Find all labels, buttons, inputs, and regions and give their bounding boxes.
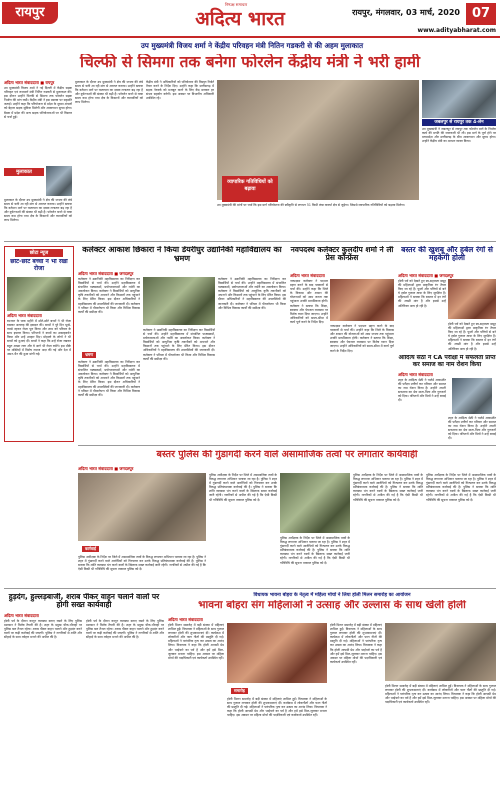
left-column-tag: छोटा न्यूज — [15, 249, 63, 257]
holi-police-byline: अदित्य भारत संवाददाता — [4, 613, 39, 618]
city-right: रायपुर, — [352, 8, 373, 17]
leader-portrait-photo — [46, 166, 72, 196]
women-col2: होली मिलन समारोह में बड़ी संख्या में महिलाएं शामिल हुईं। विधायक ने महिलाओं के साथ गुलाल लगाकर होली की शुभकामनाएं दीं। कार्यक्रम में लोकगीतों और फाग गीतों की प्रस्तुति दी गई। महिलाओं ने पारंपरिक नृत्य कर उत्सव का आनंद लिया। विधायक ने कहा कि होली आपसी प्रेम और भाईचारे का पर्व है और हमें इसे मिल-जुलकर मनाना चाहिए। इस अवसर पर महिला मोर्चा की पदाधिकारी एवं कार्यकर्ता उपस्थित रहीं। — [227, 697, 327, 718]
women-kicker: विधायक भावना बोहरा के नेतृत्व में महिला मोर्चा ने लिया होली मिलन समारोह का आयोजन — [253, 593, 411, 598]
page-number: 07 — [466, 3, 496, 25]
ca-byline: अदित्य भारत संवाददाता — [398, 372, 433, 377]
police-col3: पुलिस अधीक्षक के निर्देश पर जिले में असामाजिक तत्वों के विरुद्ध लगातार अभियान चलाया जा रहा है। पुलिस ने शहर में गुंडागर्दी करने वाले आरोपियों को गिरफ्तार कर उनके विरुद्ध प्रतिबंधात्मक कार्रवाई की है। पुलिस ने बताया कि शांति व्यवस्था भंग करने वालों के खिलाफ सख्त कार्रवाई जारी रहेगी। नागरिकों से अपील की गई है कि ऐसी किसी भी गतिविधि की सूचना तत्काल पुलिस को दें। — [353, 473, 423, 502]
police-photo — [78, 473, 206, 541]
police-col1: पुलिस अधीक्षक के निर्देश पर जिले में असामाजिक तत्वों के विरुद्ध लगातार अभियान चलाया जा रहा है। पुलिस ने शहर में गुंडागर्दी करने वाले आरोपियों को गिरफ्तार कर उनके विरुद्ध प्रतिबंधात्मक कार्रवाई की है। पुलिस ने बताया कि शांति व्यवस्था भंग करने वालों के खिलाफ सख्त कार्रवाई जारी रहेगी। नागरिकों से अपील की गई है कि ऐसी किसी भी गतिविधि की सूचना तत्काल पुलिस को दें। — [209, 473, 277, 502]
vc-photo — [330, 279, 394, 321]
ca-headline: आदित्य सेठी ने CA परीक्षा में सफलता प्राप्त कर समाज का नाम रोशन किया — [398, 355, 496, 368]
police-photo-2 — [280, 473, 350, 533]
holi-police-headline: हुड़दंग, हुल्लड़बाजी, शराब पीकर वाहन चलाने वालों पर होगी सख्त कार्यवाही — [8, 593, 160, 610]
holi-police-col1: होली पर्व के दौरान कानून व्यवस्था बनाए रखने के लिए पुलिस प्रशासन ने विशेष तैयारी की है। शहर के प्रमुख चौक-चौराहों पर पुलिस बल तैनात रहेगा। शराब पीकर वाहन चलाने और हुड़दंग करने वालों पर कड़ी कार्रवाई की जाएगी। पुलिस ने नागरिकों से शांति और सौहार्द के साथ त्योहार मनाने की अपील की है। — [4, 619, 82, 640]
collector-col3: कलेक्टर ने उद्यानिकी महाविद्यालय का निरीक्षण कर विद्यार्थियों से चर्चा की। उन्होंने महाविद्यालय में संचालित पाठ्यक्रमों, प्रयोगशालाओं और नर्सरी का अवलोकन किया। कलेक्टर ने विद्यार्थियों को आधुनिक कृषि तकनीकों को अपनाने और किसानों तक पहुंचाने के लिए प्रेरित किया। इस दौरान अधिकारियों ने महाविद्यालय की उपलब्धियों की जानकारी दी। कलेक्टर ने परिसर में पौधारोपण भी किया और विभिन्न विकास कार्यों की समीक्षा की। — [218, 277, 286, 310]
women-headline: भावना बोहरा संग महिलाओं ने उत्साह और उल्लास के साथ खेली होली — [198, 600, 466, 611]
lead-photo-note: उप मुख्यमंत्री की मांगों पर चर्चा कि इस मार्ग परियोजना की स्वीकृति से लगभग 51 किमी लंबा कवर्धा क्षेत्र से जुड़ेगा। जिससे व्यापारिक गतिविधियों को बढ़ावा मिलेगा। — [217, 203, 406, 207]
ca-col2: शहर के आदित्य सेठी ने चार्टर्ड अकाउंटेंट की परीक्षा उत्तीर्ण कर परिवार और समाज का नाम रोशन किया है। उन्होंने अपनी सफलता का श्रेय माता-पिता और गुरुजनों को दिया। परिजनों और मित्रों ने उन्हें बधाई दी। — [448, 416, 496, 441]
newspaper-logo: अदित्य भारत — [195, 8, 285, 30]
masthead — [0, 0, 500, 38]
collector-col1b: कलेक्टर ने उद्यानिकी महाविद्यालय का निरीक्षण कर विद्यार्थियों से चर्चा की। उन्होंने महाविद्यालय में संचालित पाठ्यक्रमों, प्रयोगशालाओं और नर्सरी का अवलोकन किया। कलेक्टर ने विद्यार्थियों को आधुनिक कृषि तकनीकों को अपनाने और किसानों तक पहुंचाने के लिए प्रेरित किया। इस दौरान अधिकारियों ने महाविद्यालय की उपलब्धियों की जानकारी दी। कलेक्टर ने परिसर में पौधारोपण भी किया और विभिन्न विकास कार्यों की समीक्षा की। — [78, 360, 140, 397]
lead-col1b: मुलाकात के दौरान उप मुख्यमंत्री ने क्षेत्र की जनता की लंबे समय से चली आ रही मांग से अवगत कराया। उन्होंने बताया कि वर्तमान मार्ग पर यातायात का दबाव लगातार बढ़ रहा है और दुर्घटनाओं की संख्या भी बढ़ी है। फोरलेन बनने से यात्रा समय कम होगा तथा क्षेत्र के किसानों और व्यापारियों को लाभ मिलेगा। — [4, 198, 72, 223]
collector-col2: कलेक्टर ने उद्यानिकी महाविद्यालय का निरीक्षण कर विद्यार्थियों से चर्चा की। उन्होंने महाविद्यालय में संचालित पाठ्यक्रमों, प्रयोगशालाओं और नर्सरी का अवलोकन किया। कलेक्टर ने विद्यार्थियों को आधुनिक कृषि तकनीकों को अपनाने और किसानों तक पहुंचाने के लिए प्रेरित किया। इस दौरान अधिकारियों ने महाविद्यालय की उपलब्धियों की जानकारी दी। कलेक्टर ने परिसर में पौधारोपण भी किया और विभिन्न विकास कार्यों की समीक्षा की। — [143, 328, 215, 361]
herbal-headline: बस्तर की खुशबू और हर्बल रंगों से महकेगी होली — [401, 246, 493, 263]
lead-headline: चिल्फी से सिमगा तक बनेगा फोरलेन केंद्रीय मंत्री ने भरी हामी — [79, 54, 421, 71]
police-col4: पुलिस अधीक्षक के निर्देश पर जिले में असामाजिक तत्वों के विरुद्ध लगातार अभियान चलाया जा रहा है। पुलिस ने शहर में गुंडागर्दी करने वाले आरोपियों को गिरफ्तार कर उनके विरुद्ध प्रतिबंधात्मक कार्रवाई की है। पुलिस ने बताया कि शांति व्यवस्था भंग करने वालों के खिलाफ सख्त कार्रवाई जारी रहेगी। नागरिकों से अपील की गई है कि ऐसी किसी भी गतिविधि की सूचना तत्काल पुलिस को दें। — [426, 473, 496, 502]
lead-photo-caption: व्यापारिक गतिविधियों को बढ़ावा — [222, 176, 278, 202]
city-left: रायपुर — [2, 2, 58, 24]
women-byline: अदित्य भारत संवाददाता — [168, 617, 203, 622]
police-col0: पुलिस अधीक्षक के निर्देश पर जिले में असामाजिक तत्वों के विरुद्ध लगातार अभियान चलाया जा रहा है। पुलिस ने शहर में गुंडागर्दी करने वाले आरोपियों को गिरफ्तार कर उनके विरुद्ध प्रतिबंधात्मक कार्रवाई की है। पुलिस ने बताया कि शांति व्यवस्था भंग करने वालों के खिलाफ सख्त कार्रवाई जारी रहेगी। नागरिकों से अपील की गई है कि ऐसी किसी भी गतिविधि की सूचना तत्काल पुलिस को दें। — [78, 555, 206, 572]
lead-byline: अदित्य भारत संवाददाता ■ रायपुर — [4, 80, 55, 85]
women-photo — [227, 623, 327, 683]
women-col1: होली मिलन समारोह में बड़ी संख्या में महिलाएं शामिल हुईं। विधायक ने महिलाओं के साथ गुलाल लगाकर होली की शुभकामनाएं दीं। कार्यक्रम में लोकगीतों और फाग गीतों की प्रस्तुति दी गई। महिलाओं ने पारंपरिक नृत्य कर उत्सव का आनंद लिया। विधायक ने कहा कि होली आपसी प्रेम और भाईचारे का पर्व है और हमें इसे मिल-जुलकर मनाना चाहिए। इस अवसर पर महिला मोर्चा की पदाधिकारी एवं कार्यकर्ता उपस्थित रहीं। — [168, 623, 224, 660]
left-column-photo — [7, 277, 71, 311]
collector-label: भ्रमण — [82, 352, 96, 358]
lead-col2: मुलाकात के दौरान उप मुख्यमंत्री ने क्षेत्र की जनता की लंबे समय से चली आ रही मांग से अवगत कराया। उन्होंने बताया कि वर्तमान मार्ग पर यातायात का दबाव लगातार बढ़ रहा है और दुर्घटनाओं की संख्या भी बढ़ी है। फोरलेन बनने से यात्रा समय कम होगा तथा क्षेत्र के किसानों और व्यापारियों को लाभ मिलेगा। — [75, 80, 143, 105]
police-byline: अदित्य भारत संवाददाता ■ जगदलपुर — [78, 466, 134, 471]
divider-bottom — [4, 588, 496, 589]
lead-col4: उप मुख्यमंत्री ने जबलपुर से रायपुर तक फोरलेन मार्ग के निर्माण कार्य की प्रगति की जानकारी भी ली। इस मार्ग के पूर्ण होने पर मध्यप्रदेश और छत्तीसगढ़ के बीच आवागमन और सुगम होगा। उन्होंने केंद्रीय मंत्री का आभार व्यक्त किया। — [422, 127, 496, 144]
lead-side-box-title: जबलपुर से रायपुर तक 4-लेन — [422, 119, 496, 126]
vc-headline: नवपदस्थ कलेक्टर कुलदीप शर्मा ने ली प्रेस कॉन्फ्रेंस — [290, 246, 394, 263]
women-label: समारोह — [231, 688, 248, 694]
holi-police-col2: होली पर्व के दौरान कानून व्यवस्था बनाए रखने के लिए पुलिस प्रशासन ने विशेष तैयारी की है। शहर के प्रमुख चौक-चौराहों पर पुलिस बल तैनात रहेगा। शराब पीकर वाहन चलाने और हुड़दंग करने वालों पर कड़ी कार्रवाई की जाएगी। पुलिस ने नागरिकों से शांति और सौहार्द के साथ त्योहार मनाने की अपील की है। — [86, 619, 164, 640]
lead-subhead: मुलाकात — [4, 168, 44, 176]
vc-byline: अदित्य भारत संवाददाता — [290, 273, 325, 278]
herbal-col2: होली पर्व को देखते हुए स्व-सहायता समूह की महिलाओं द्वारा प्राकृतिक रंग तैयार किए जा रहे हैं। फूलों और पत्तियों से बने ये हर्बल गुलाल त्वचा के लिए सुरक्षित हैं। महिलाओं ने बताया कि बाजार में इन रंगों की अच्छी मांग है और इससे उन्हें अतिरिक्त आय हो रही है। — [448, 322, 496, 351]
vc-col1: नवपदस्थ कलेक्टर ने पदभार ग्रहण करने के बाद पत्रकारों से चर्चा की। उन्होंने कहा कि जिले के विकास और शासन की योजनाओं को आम जनता तक पहुंचाना उनकी प्राथमिकता होगी। कलेक्टर ने बताया कि शिक्षा, स्वास्थ्य और पेयजल व्यवस्था पर विशेष ध्यान दिया जाएगा। उन्होंने अधिकारियों को समय-सीमा में कार्य पूर्ण करने के निर्देश दिए। — [290, 279, 328, 324]
herbal-col1: होली पर्व को देखते हुए स्व-सहायता समूह की महिलाओं द्वारा प्राकृतिक रंग तैयार किए जा रहे हैं। फूलों और पत्तियों से बने ये हर्बल गुलाल त्वचा के लिए सुरक्षित हैं। महिलाओं ने बताया कि बाजार में इन रंगों की अच्छी मांग है और इससे उन्हें अतिरिक्त आय हो रही है। — [398, 279, 446, 308]
herbal-photo — [448, 279, 496, 319]
collector-photo — [143, 277, 215, 325]
lead-col3: केंद्रीय मंत्री ने अधिकारियों को परियोजना की विस्तृत रिपोर्ट तैयार करने के निर्देश दिए। उन्होंने कहा कि छत्तीसगढ़ में सड़क नेटवर्क को मजबूत करने के लिए केंद्र सरकार हर संभव सहयोग करेगी। इस अवसर पर विभागीय अधिकारी उपस्थित रहे। — [146, 80, 214, 101]
lead-col1: उप मुख्यमंत्री विजय शर्मा ने नई दिल्ली में केंद्रीय सड़क परिवहन एवं राजमार्ग मंत्री नितिन गडकरी से मुलाकात की। इस दौरान उन्होंने चिल्फी से सिमगा तक फोरलेन सड़क निर्माण की मांग रखी। केंद्रीय मंत्री ने इस प्रस्ताव पर सहमति जताई। उन्होंने कहा कि परियोजना से प्रदेश के दूरस्थ अंचलों को बेहतर सड़क सुविधा मिलेगी और आवागमन सुगम होगा। बैठक में प्रदेश की अन्य सड़क परियोजनाओं पर भी विस्तार से चर्चा हुई। — [4, 86, 72, 119]
left-column-body: रमजान के पाक महीने में छोटे-छोटे बच्चों ने भी रोजा रखकर अल्लाह की इबादत की। बच्चों ने पूरे दिन भूखे-प्यासे रहकर रोजा पूरा किया और शाम को परिवार के साथ इफ्तार किया। परिजनों ने बच्चों का उत्साहवर्धन किया और उन्हें उपहार दिए। मोहल्ले के लोगों ने भी बच्चों को दुआएं दीं। बच्चों ने कहा कि उन्हें रोजा रखकर बहुत अच्छा लगा और वे आगे भी रोजा रखेंगे। इस मौके पर मस्जिदों में विशेष नमाज अदा की गई और देश में अमन-चैन की दुआ मांगी गई। — [7, 319, 71, 356]
vc-col2: नवपदस्थ कलेक्टर ने पदभार ग्रहण करने के बाद पत्रकारों से चर्चा की। उन्होंने कहा कि जिले के विकास और शासन की योजनाओं को आम जनता तक पहुंचाना उनकी प्राथमिकता होगी। कलेक्टर ने बताया कि शिक्षा, स्वास्थ्य और पेयजल व्यवस्था पर विशेष ध्यान दिया जाएगा। उन्होंने अधिकारियों को समय-सीमा में कार्य पूर्ण करने के निर्देश दिए। — [330, 324, 394, 353]
police-label: कार्रवाई — [82, 546, 99, 552]
divider-lead — [4, 241, 496, 242]
herbal-byline: अदित्य भारत संवाददाता ■ जगदलपुर — [398, 273, 454, 278]
women-col3: होली मिलन समारोह में बड़ी संख्या में महिलाएं शामिल हुईं। विधायक ने महिलाओं के साथ गुलाल लगाकर होली की शुभकामनाएं दीं। कार्यक्रम में लोकगीतों और फाग गीतों की प्रस्तुति दी गई। महिलाओं ने पारंपरिक नृत्य कर उत्सव का आनंद लिया। विधायक ने कहा कि होली आपसी प्रेम और भाईचारे का पर्व है और हमें इसे मिल-जुलकर मनाना चाहिए। इस अवसर पर महिला मोर्चा की पदाधिकारी एवं कार्यकर्ता उपस्थित रहीं। — [330, 623, 382, 664]
police-col2: पुलिस अधीक्षक के निर्देश पर जिले में असामाजिक तत्वों के विरुद्ध लगातार अभियान चलाया जा रहा है। पुलिस ने शहर में गुंडागर्दी करने वाले आरोपियों को गिरफ्तार कर उनके विरुद्ध प्रतिबंधात्मक कार्रवाई की है। पुलिस ने बताया कि शांति व्यवस्था भंग करने वालों के खिलाफ सख्त कार्रवाई जारी रहेगी। नागरिकों से अपील की गई है कि ऐसी किसी भी गतिविधि की सूचना तत्काल पुलिस को दें। — [280, 536, 350, 565]
women-photo-2 — [385, 623, 496, 681]
left-column-box — [4, 246, 74, 442]
minister-photo — [422, 80, 496, 118]
collector-headline: कलेक्टर आकाश छिकारा ने किया डेयरीघुर उद्यानिकी महाविद्यालय का भ्रमण — [82, 246, 282, 263]
issue-date: मंगलवार, 03 मार्च, 2020 — [375, 8, 460, 17]
ca-portrait-photo — [452, 378, 492, 414]
lead-kicker: उप मुख्यमंत्री विजय शर्मा ने केंद्रीय परिवहन मंत्री नितिन गडकरी से की अहम मुलाकात — [140, 41, 364, 50]
police-headline: बस्तर पुलिस की गुंडागर्दी करने वाले असामाजिक तत्वों पर लगातार कार्यवाही — [156, 450, 418, 460]
ca-col1: शहर के आदित्य सेठी ने चार्टर्ड अकाउंटेंट की परीक्षा उत्तीर्ण कर परिवार और समाज का नाम रोशन किया है। उन्होंने अपनी सफलता का श्रेय माता-पिता और गुरुजनों को दिया। परिजनों और मित्रों ने उन्हें बधाई दी। — [398, 378, 446, 403]
women-col4: होली मिलन समारोह में बड़ी संख्या में महिलाएं शामिल हुईं। विधायक ने महिलाओं के साथ गुलाल लगाकर होली की शुभकामनाएं दीं। कार्यक्रम में लोकगीतों और फाग गीतों की प्रस्तुति दी गई। महिलाओं ने पारंपरिक नृत्य कर उत्सव का आनंद लिया। विधायक ने कहा कि होली आपसी प्रेम और भाईचारे का पर्व है और हमें इसे मिल-जुलकर मनाना चाहिए। इस अवसर पर महिला मोर्चा की पदाधिकारी एवं कार्यकर्ता उपस्थित रहीं। — [385, 684, 496, 705]
logo-tagline: निष्पक्ष समाचार — [224, 2, 248, 7]
collector-byline: अदित्य भारत संवाददाता ■ जगदलपुर — [78, 271, 134, 276]
website-url[interactable]: www.adityabharat.com — [417, 27, 496, 34]
divider-middle — [78, 445, 496, 446]
collector-col1: कलेक्टर ने उद्यानिकी महाविद्यालय का निरीक्षण कर विद्यार्थियों से चर्चा की। उन्होंने महाविद्यालय में संचालित पाठ्यक्रमों, प्रयोगशालाओं और नर्सरी का अवलोकन किया। कलेक्टर ने विद्यार्थियों को आधुनिक कृषि तकनीकों को अपनाने और किसानों तक पहुंचाने के लिए प्रेरित किया। इस दौरान अधिकारियों ने महाविद्यालय की उपलब्धियों की जानकारी दी। कलेक्टर ने परिसर में पौधारोपण भी किया और विभिन्न विकास कार्यों की समीक्षा की। — [78, 277, 140, 314]
left-column-byline: अदित्य भारत संवाददाता — [7, 313, 42, 318]
left-column-headline: छोटे-छोटे बच्चों ने भी रखा रोजा — [10, 259, 68, 272]
